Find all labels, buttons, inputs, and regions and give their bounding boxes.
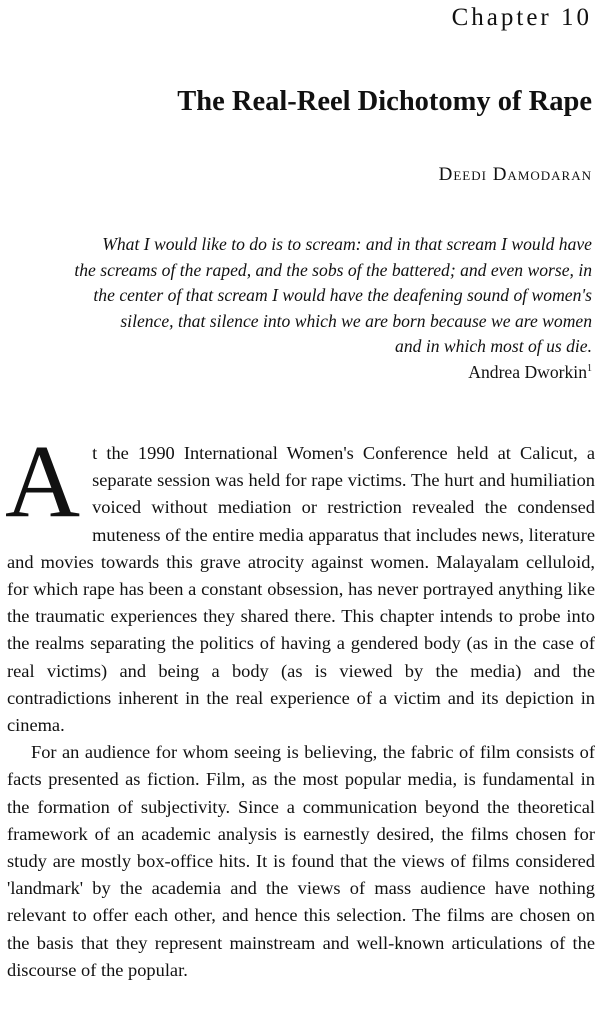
chapter-title: The Real-Reel Dichotomy of Rape (177, 86, 592, 117)
paragraph-2: For an audience for whom seeing is believing, the fabric of film consists of facts presented as fiction. Film, as the most popular media, is fundamental in the formation of subjectivity. Since a communication beyond the theoretical framework of an academic analysis is earnestly desired, the films chosen for study are mostly box-office hits. It is found that the views of films considered 'landmark' by the academia and the views of mass audience have nothing relevant to offer each other, and hence this selection. The films are chosen on the basis that they represent mainstream and well-known articulations of the discourse of the popular. (7, 742, 595, 980)
epigraph-line: the screams of the raped, and the sobs of the battered; and even worse, in (74, 259, 592, 280)
epigraph-line: the center of that scream I would have the deafening sound of women's (93, 285, 592, 306)
epigraph-line: and in which most of us die. (395, 336, 592, 357)
paragraph-1-text: t the 1990 International Women's Conference held at Calicut, a separate session was held for rape victims. The hurt and humiliation voiced without mediation or restriction revealed the condensed muteness of the entire media apparatus that includes news, literature and movies towards this grave atrocity against women. Malayalam celluloid, for which rape has been a constant obsession, has never portrayed anything like the traumatic experiences they shared there. This chapter intends to probe into the realms separating the politics of having a gendered body (as in the case of real victims) and being a body (as is viewed by the media) and the contradictions inherent in the real experience of a victim and its depiction in cinema. (7, 443, 595, 736)
paragraph-1 (5, 424, 595, 739)
attribution-name: Andrea Dworkin (468, 362, 587, 382)
epigraph-line: silence, that silence into which we are born because we are women (120, 310, 592, 331)
drop-cap: A (5, 424, 81, 539)
footnote-marker: 1 (587, 363, 592, 375)
epigraph (32, 232, 592, 360)
chapter-label: Chapter 10 (451, 4, 592, 31)
body-text (5, 424, 595, 984)
epigraph-attribution (468, 362, 592, 383)
author-name: Deedi Damodaran (438, 164, 592, 185)
epigraph-line: What I would like to do is to scream: and in that scream I would have (102, 234, 592, 254)
